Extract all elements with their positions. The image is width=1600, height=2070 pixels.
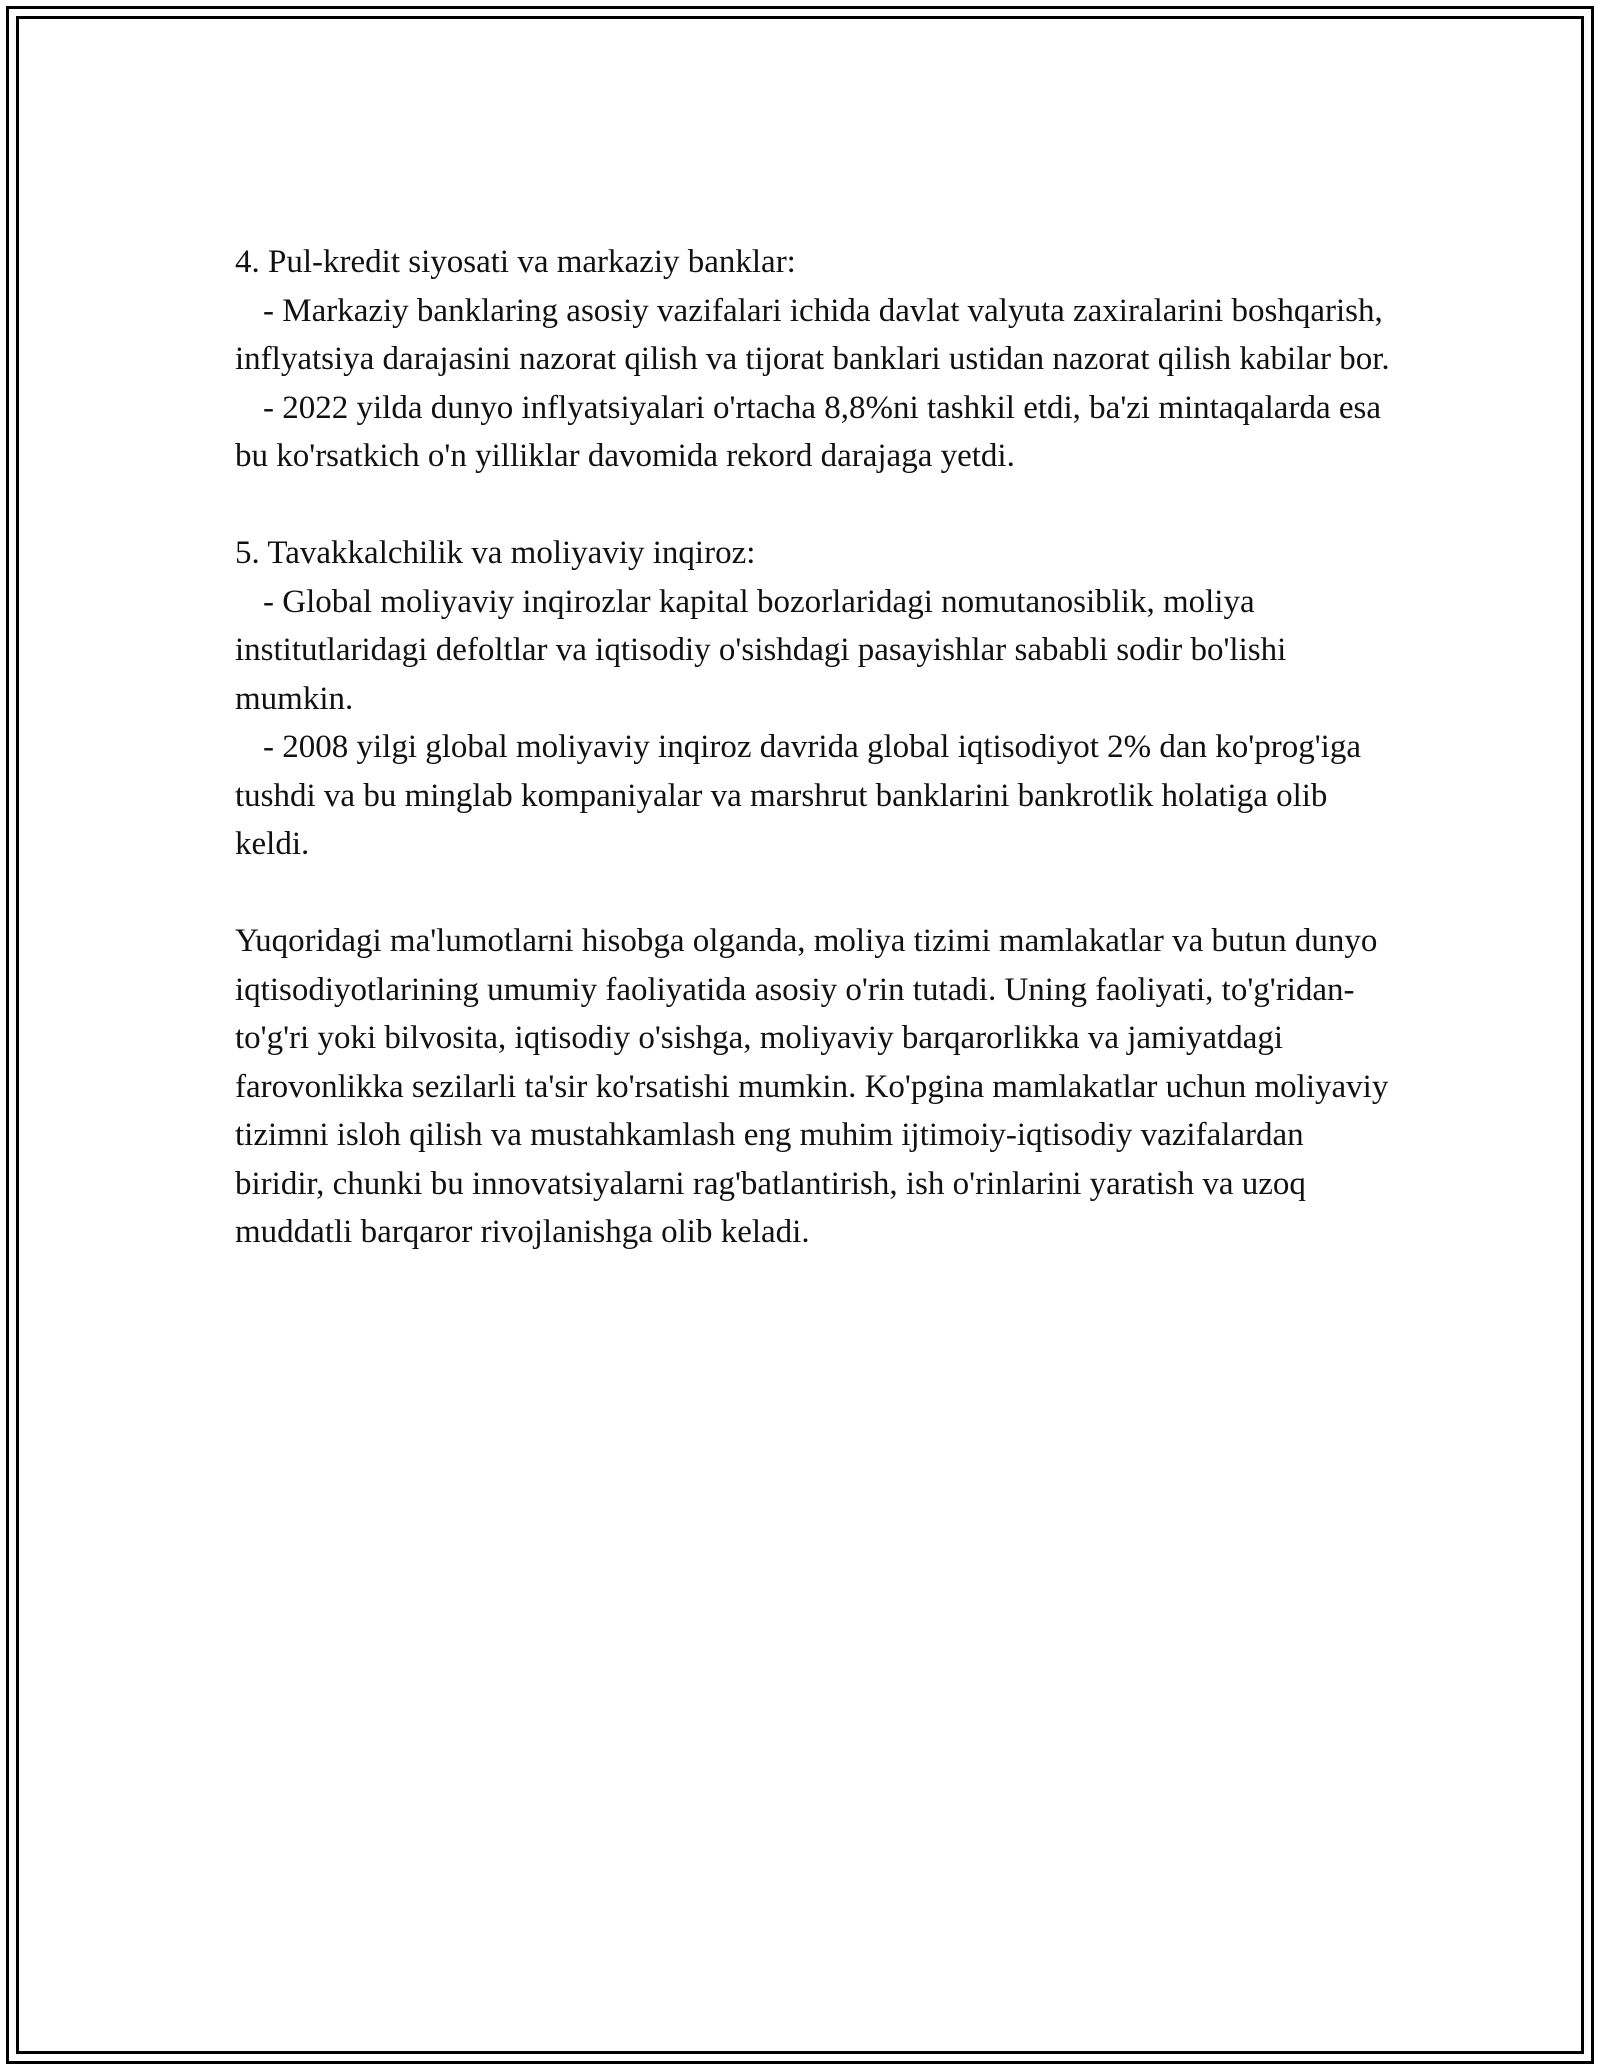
conclusion-paragraph: Yuqoridagi ma'lumotlarni hisobga olganda, moliya tizimi mamlakatlar va butun dunyo iqtisodiyotlarining umumiy faoliyatida asosiy o'rin tutadi. Uning faoliyati, to'g'ridan-to'g'ri yoki bilvosita, iqtisodiy o'sishga, moliyaviy barqarorlikka va jamiyatdagi farovonlikka sezilarli ta'sir ko'rsatishi mumkin. Ko'pgina mamlakatlar uchun moliyaviy tizimni isloh qilish va mustahkamlash eng muhim ijtimoiy-iqtisodiy vazifalardan biridir, chunki bu innovatsiyalarni rag'batlantirish, ish o'rinlarini yaratish va uzoq muddatli barqaror rivojlanishga olib keladi. bbox=[235, 923, 1389, 1250]
bullet-point: - Markaziy banklaring asosiy vazifalari ichida davlat valyuta zaxiralarini boshqarish, inflyatsiya darajasini nazorat qilish va tijorat banklari ustidan nazorat qilish kabilar bor. bbox=[235, 292, 1390, 377]
section-heading: 5. Tavakkalchilik va moliyaviy inqiroz: bbox=[235, 535, 756, 571]
section-monetary-policy bbox=[235, 238, 1395, 481]
bullet-point: - 2022 yilda dunyo inflyatsiyalari o'rtacha 8,8%ni tashkil etdi, ba'zi mintaqalarda esa bu ko'rsatkich o'n yilliklar davomida rekord darajaga yetdi. bbox=[235, 389, 1381, 474]
bullet-point: - 2008 yilgi global moliyaviy inqiroz davrida global iqtisodiyot 2% dan ko'prog'iga tushdi va bu minglab kompaniyalar va marshrut banklarini bankrotlik holatiga olib keldi. bbox=[235, 729, 1361, 862]
conclusion-section bbox=[235, 917, 1395, 1257]
bullet-point: - Global moliyaviy inqirozlar kapital bozorlaridagi nomutanosiblik, moliya institutlaridagi defoltlar va iqtisodiy o'sishdagi pasayishlar sababli sodir bo'lishi mumkin. bbox=[235, 583, 1287, 717]
section-heading: 4. Pul-kredit siyosati va markaziy banklar: bbox=[235, 244, 796, 280]
section-financial-crisis bbox=[235, 529, 1395, 869]
document-body bbox=[235, 238, 1395, 1257]
